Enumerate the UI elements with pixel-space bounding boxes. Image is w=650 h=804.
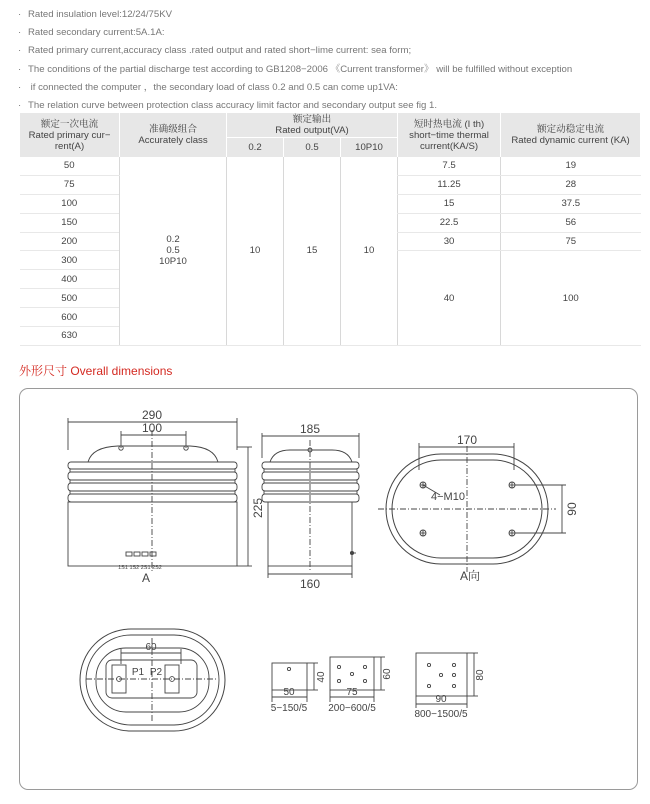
side-view — [262, 433, 359, 578]
busbar3-height: 80 — [475, 669, 486, 681]
output-cell: 10 — [341, 157, 398, 345]
header-text: rent(A) — [54, 140, 85, 152]
dim-bottom-width: 60 — [145, 642, 157, 653]
primary-current-cell: 100 — [20, 194, 120, 213]
busbar2-width: 75 — [346, 687, 358, 698]
dim-side-top: 185 — [299, 422, 321, 436]
section-title: 外形尺寸 Overall dimensions — [19, 364, 173, 378]
dim-front-height: 225 — [251, 497, 265, 519]
bolt-label: 4−M10 — [431, 491, 465, 503]
busbar3-width: 90 — [435, 694, 447, 705]
accuracy-value: 10P10 — [159, 256, 187, 268]
thermal-cell: 15 — [398, 194, 501, 213]
note-item: · The conditions of the partial discharge test according to GB1208−2006 《Current transformer》 will be fulfilled without exception — [18, 63, 573, 75]
note-text: if connected the computer ，the secondary load of class 0.2 and 0.5 can come up1VA: — [28, 81, 398, 93]
top-view — [378, 443, 566, 572]
header-text: 额定输出 — [292, 113, 332, 125]
thermal-cell: 7.5 — [398, 157, 501, 175]
primary-current-cell: 50 — [20, 157, 120, 175]
dim-top-width: 170 — [456, 433, 478, 447]
dynamic-cell: 56 — [501, 213, 641, 232]
busbar1-width: 50 — [283, 687, 295, 698]
header-text: 额定一次电流 — [40, 118, 99, 130]
busbar-large — [416, 653, 478, 708]
header-text: Rated primary cur− — [28, 129, 111, 141]
front-view-label: A — [141, 571, 151, 585]
dynamic-cell: 75 — [501, 232, 641, 251]
header-text: short−time thermal — [409, 129, 489, 141]
p2-label: P2 — [149, 667, 163, 678]
output-cell: 15 — [284, 157, 341, 345]
primary-current-cell: 630 — [20, 327, 120, 346]
header-output-05: 0.5 — [284, 137, 341, 157]
note-text: Rated insulation level:12/24/75KV — [28, 9, 173, 20]
primary-current-cell: 400 — [20, 270, 120, 289]
note-text: Rated secondary current:5A.1A: — [28, 27, 165, 39]
top-view-label: A向 — [459, 569, 481, 583]
busbar-small — [272, 663, 318, 702]
thermal-cell: 11.25 — [398, 175, 501, 194]
busbar3-range: 800−1500/5 — [414, 709, 468, 720]
header-text: Rated output(VA) — [275, 124, 349, 136]
dim-side-bottom: 160 — [299, 577, 321, 591]
note-text: The conditions of the partial discharge test according to GB1208−2006 《Current transformer》 will be fulfilled without exception — [28, 63, 573, 75]
busbar2-range: 200−600/5 — [328, 703, 376, 714]
busbar2-height: 60 — [382, 668, 393, 680]
header-text: Accurately class — [138, 135, 208, 146]
primary-current-cell: 150 — [20, 213, 120, 232]
primary-current-cell: 200 — [20, 232, 120, 251]
thermal-cell: 40 — [398, 251, 501, 345]
header-output-02: 0.2 — [227, 137, 284, 157]
primary-current-cell: 500 — [20, 289, 120, 308]
busbar1-range: 5−150/5 — [270, 703, 308, 714]
dim-front-inner: 100 — [141, 421, 163, 435]
p1-label: P1 — [131, 667, 145, 678]
note-item: · Rated secondary current:5A.1A: — [18, 27, 165, 39]
header-output-10p10: 10P10 — [341, 137, 398, 157]
note-text: The relation curve between protection class accuracy limit factor and secondary output see fig 1. — [28, 99, 438, 111]
busbar1-height: 40 — [316, 671, 327, 683]
thermal-cell: 22.5 — [398, 213, 501, 232]
header-text: 准确级组合 — [149, 124, 197, 135]
dynamic-cell: 28 — [501, 175, 641, 194]
dynamic-cell: 37.5 — [501, 194, 641, 213]
dynamic-cell: 100 — [501, 251, 641, 345]
note-item: · The relation curve between protection class accuracy limit factor and secondary output see fig 1. — [18, 99, 438, 111]
front-view — [68, 418, 252, 572]
header-text: 额定动稳定电流 — [536, 124, 605, 135]
thermal-cell: 30 — [398, 232, 501, 251]
output-cell: 10 — [227, 157, 284, 345]
note-item: · Rated primary current,accuracy class .rated output and rated short−lime current: sea form; — [18, 45, 412, 57]
dynamic-cell: 19 — [501, 157, 641, 175]
primary-current-cell: 300 — [20, 251, 120, 270]
note-item: · Rated insulation level:12/24/75KV — [18, 9, 173, 20]
header-text: current(KA/S) — [419, 140, 479, 152]
note-text: Rated primary current,accuracy class .rated output and rated short−lime current: sea form; — [28, 45, 412, 57]
accuracy-value: 0.2 — [166, 234, 180, 246]
primary-current-cell: 75 — [20, 175, 120, 194]
dim-front-width: 290 — [141, 408, 163, 422]
primary-current-cell: 600 — [20, 308, 120, 327]
dim-top-height: 90 — [565, 502, 579, 516]
terminal-labels: 1S1 1S2 2S1 2S2 — [118, 565, 162, 571]
header-text: 短时热电流 (I th) — [413, 118, 485, 130]
note-item: · if connected the computer ，the secondary load of class 0.2 and 0.5 can come up1VA: — [18, 81, 398, 93]
header-text: Rated dynamic current (KA) — [511, 135, 630, 146]
accuracy-value: 0.5 — [166, 245, 180, 257]
